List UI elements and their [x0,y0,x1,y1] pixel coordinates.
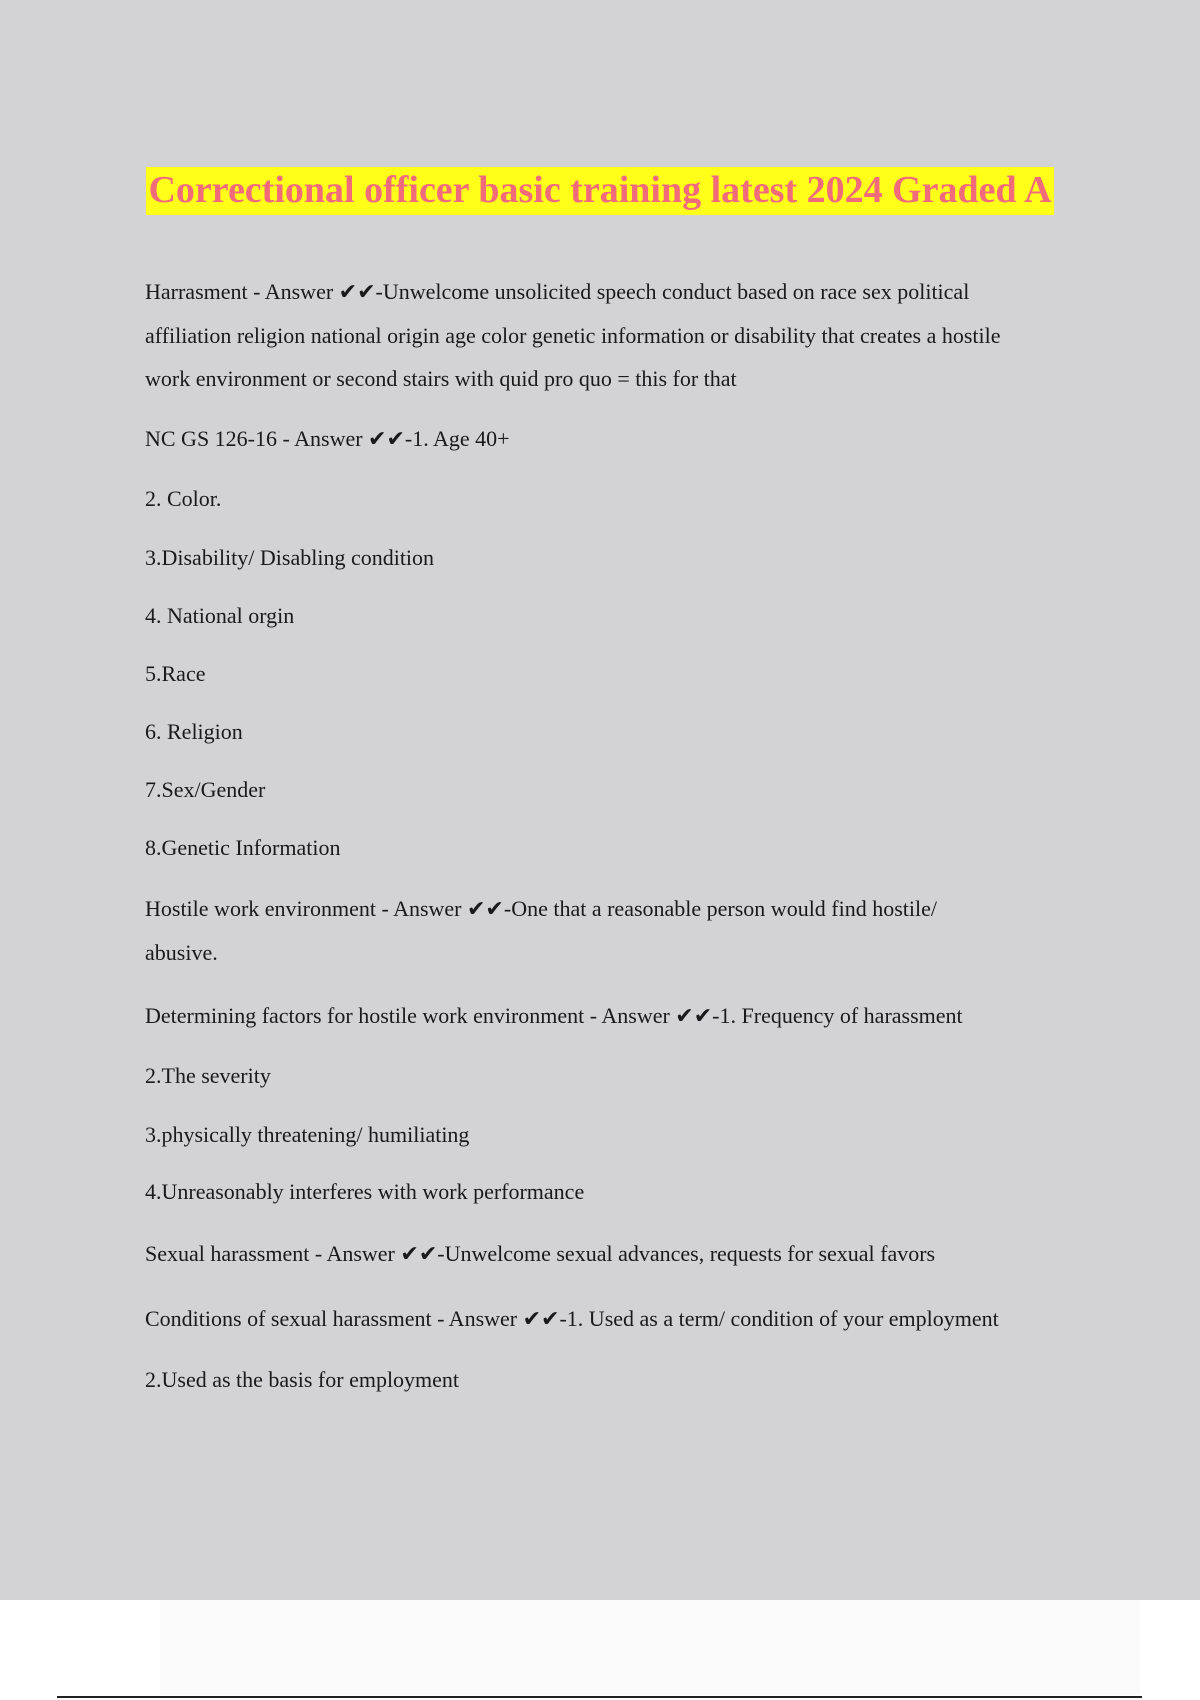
list-item: 5.Race [145,661,206,686]
harassment-line-1: Harrasment - Answer ✔✔-Unwelcome unsolicited speech conduct based on race sex political [145,279,970,304]
list-item: 6. Religion [145,719,243,744]
list-item: 2.Used as the basis for employment [145,1367,460,1392]
list-item: 3.Disability/ Disabling condition [145,545,435,570]
list-item: 2.The severity [145,1063,271,1088]
list-item: 7.Sex/Gender [145,777,266,802]
determining-factors-line: Determining factors for hostile work environment - Answer ✔✔-1. Frequency of harassment [145,1003,963,1028]
list-item: 4.Unreasonably interferes with work performance [145,1179,585,1204]
conditions-line: Conditions of sexual harassment - Answer ✔✔-1. Used as a term/ condition of your employment [145,1306,999,1331]
document-title-text: Correctional officer basic training latest 2024 Graded A [146,167,1053,215]
nc-gs-line: NC GS 126-16 - Answer ✔✔-1. Age 40+ [145,426,510,451]
footer-shade [160,1600,1140,1695]
harassment-line-3: work environment or second stairs with quid pro quo = this for that [145,366,737,391]
sexual-harassment-line: Sexual harassment - Answer ✔✔-Unwelcome sexual advances, requests for sexual favors [145,1241,936,1266]
list-item: 4. National orgin [145,603,295,628]
hostile-work-line-1: Hostile work environment - Answer ✔✔-One that a reasonable person would find hostile/ [145,896,938,921]
harassment-line-2: affiliation religion national origin age color genetic information or disability that creates a hostile [145,323,1001,348]
footer-divider [57,1696,1142,1698]
list-item: 3.physically threatening/ humiliating [145,1122,470,1147]
hostile-work-line-2: abusive. [145,940,218,965]
list-item: 8.Genetic Information [145,835,341,860]
document-title [0,168,1200,212]
list-item: 2. Color. [145,486,222,511]
